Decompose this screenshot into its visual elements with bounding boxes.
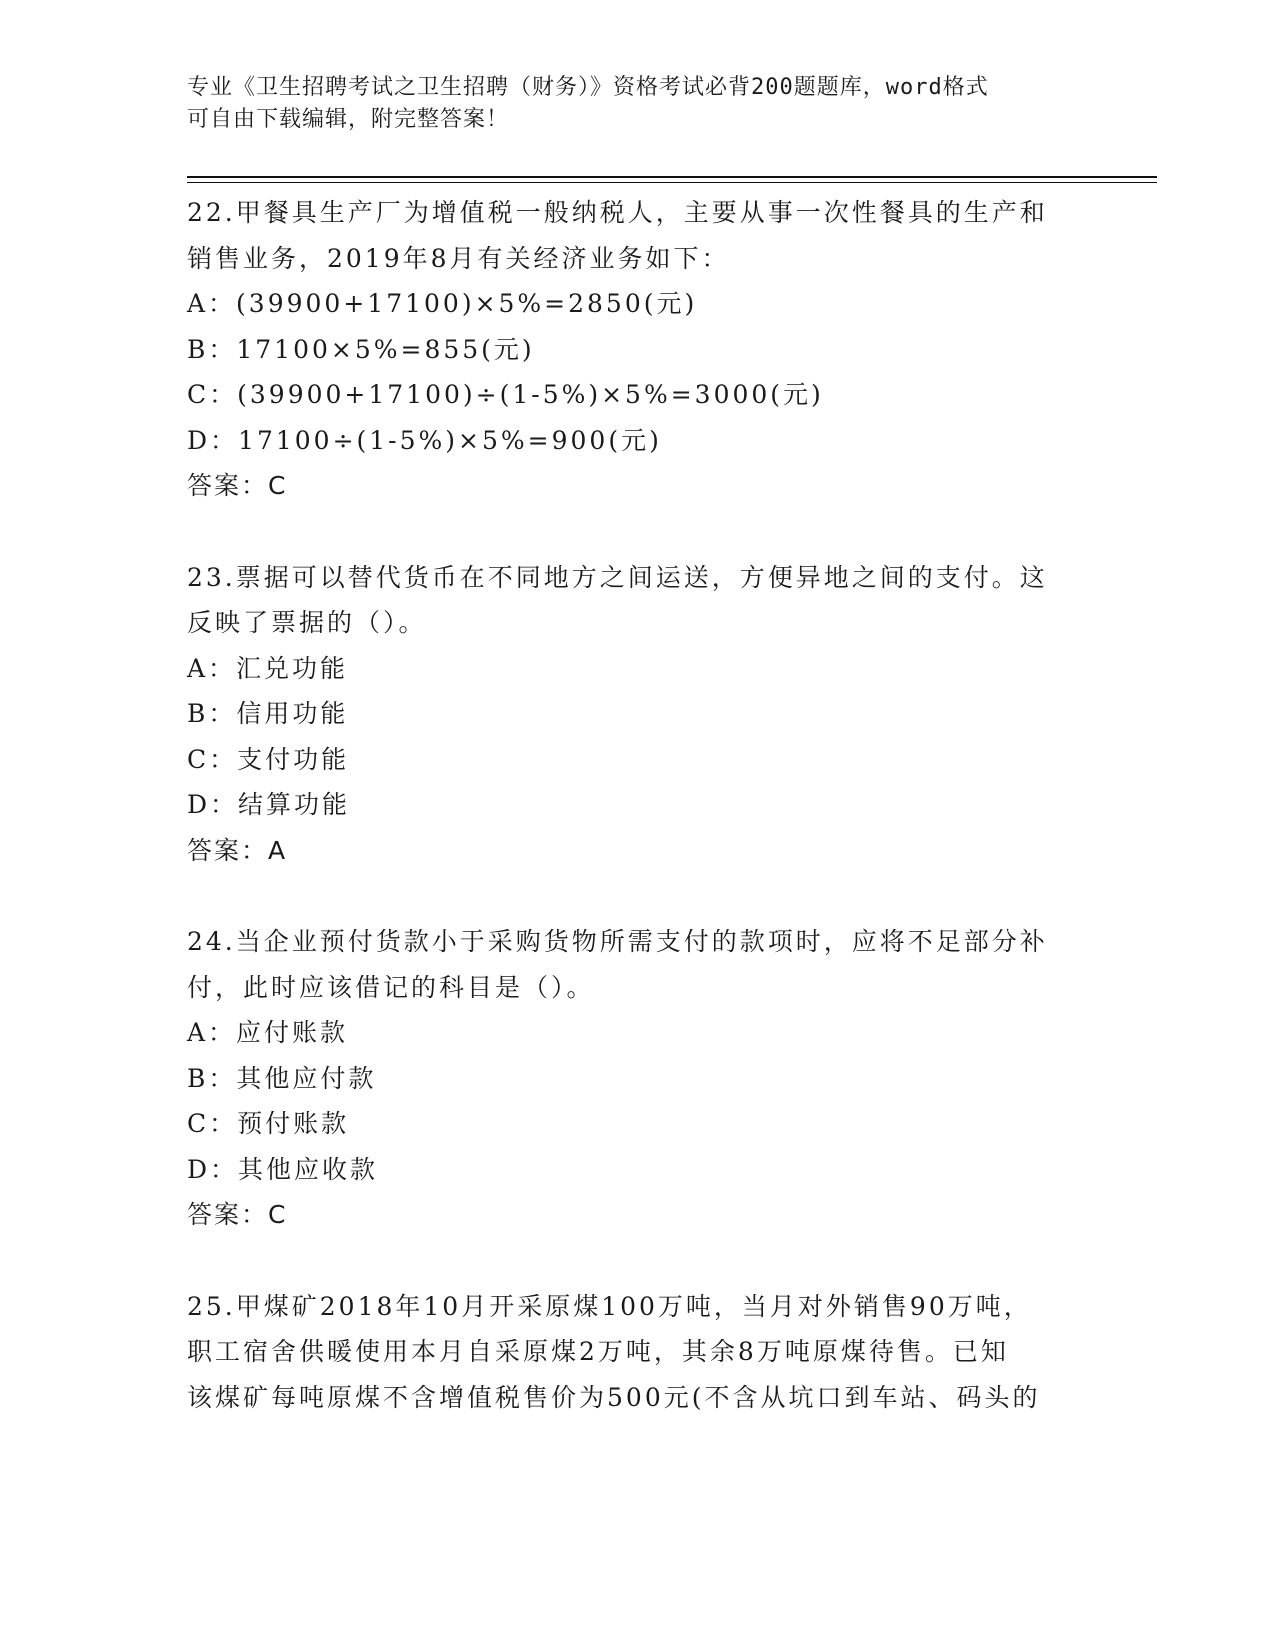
option-c: C：预付账款: [187, 1109, 350, 1138]
option-d: D：17100÷(1-5%)×5%=900(元): [187, 425, 662, 455]
question-22: [187, 190, 1087, 509]
question-23: [187, 555, 1087, 874]
question-stem: 职工宿舍供暖使用本月自采原煤2万吨，其余8万吨原煤待售。已知: [187, 1337, 1009, 1366]
option-a: A：(39900+17100)×5%=2850(元): [187, 289, 698, 318]
question-stem: 24.当企业预付货款小于采购货物所需支付的款项时，应将不足部分补: [187, 927, 1048, 956]
header-rule-thin: [187, 182, 1157, 183]
header-rule-thick: [187, 176, 1157, 178]
question-stem: 反映了票据的（）。: [187, 608, 427, 637]
question-stem: 25.甲煤矿2018年10月开采原煤100万吨，当月对外销售90万吨，: [187, 1291, 1032, 1321]
question-stem: 付，此时应该借记的科目是（）。: [187, 972, 595, 1002]
option-a: A：汇兑功能: [187, 653, 349, 683]
question-stem: 22.甲餐具生产厂为增值税一般纳税人，主要从事一次性餐具的生产和: [187, 198, 1048, 227]
question-list: [187, 190, 1087, 1466]
option-c: C：(39900+17100)÷(1-5%)×5%=3000(元): [187, 380, 824, 409]
question-25: [187, 1284, 1087, 1421]
option-b: B：其他应付款: [187, 1063, 377, 1093]
question-stem: 23.票据可以替代货币在不同地方之间运送，方便异地之间的支付。这: [187, 562, 1048, 592]
question-stem: 销售业务，2019年8月有关经济业务如下：: [187, 243, 730, 273]
option-d: D：其他应收款: [187, 1154, 379, 1184]
document-header: [187, 72, 1087, 136]
header-line-1: 专业《卫生招聘考试之卫生招聘（财务）》资格考试必背200题题库，word格式: [187, 75, 989, 100]
option-b: B：17100×5%=855(元): [187, 334, 535, 364]
header-line-2: 可自由下载编辑，附完整答案！: [187, 107, 510, 132]
answer: 答案：A: [187, 835, 288, 865]
answer: 答案：C: [187, 471, 288, 500]
option-a: A：应付账款: [187, 1018, 349, 1047]
question-stem: 该煤矿每吨原煤不含增值税售价为500元(不含从坑口到车站、码头的: [187, 1382, 1041, 1412]
option-b: B：信用功能: [187, 699, 349, 728]
answer: 答案：C: [187, 1200, 288, 1229]
option-c: C：支付功能: [187, 744, 350, 774]
option-d: D：结算功能: [187, 790, 351, 819]
question-24: [187, 919, 1087, 1238]
